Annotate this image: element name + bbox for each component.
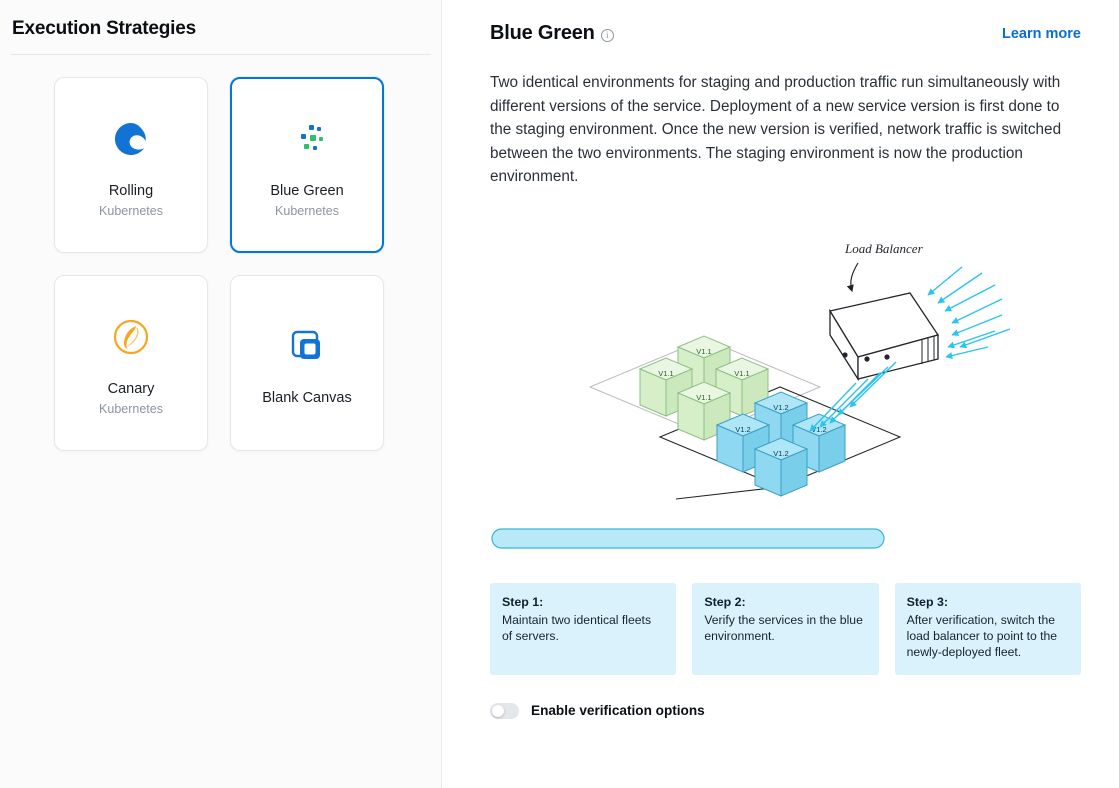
step-title: Step 3: bbox=[906, 594, 948, 609]
card-sublabel: Kubernetes bbox=[275, 203, 339, 218]
panel-header bbox=[0, 0, 441, 54]
detail-header bbox=[490, 22, 1081, 45]
blue-green-diagram bbox=[490, 207, 1090, 575]
card-label: Blue Green bbox=[270, 182, 344, 199]
step-card-2 bbox=[692, 583, 878, 675]
card-label: Blank Canvas bbox=[262, 390, 352, 406]
step-title: Step 1: bbox=[502, 594, 544, 609]
blue-green-icon bbox=[289, 113, 325, 165]
step-text: Maintain two identical fleets of servers. bbox=[502, 612, 652, 643]
blank-canvas-icon bbox=[288, 320, 326, 372]
strategy-detail-panel bbox=[442, 0, 1119, 788]
verification-options-row bbox=[490, 703, 1081, 719]
svg-text:V1.1: V1.1 bbox=[696, 346, 712, 356]
detail-title: Blue Green bbox=[490, 22, 595, 44]
canary-icon bbox=[110, 311, 152, 363]
card-label: Canary bbox=[107, 380, 155, 397]
enable-verification-toggle[interactable] bbox=[490, 703, 519, 719]
svg-text:V1.2: V1.2 bbox=[773, 402, 789, 412]
detail-title-group bbox=[490, 22, 614, 45]
steps-row bbox=[490, 583, 1081, 675]
svg-text:V1.1: V1.1 bbox=[734, 368, 750, 378]
svg-text:V1.1: V1.1 bbox=[658, 368, 674, 378]
learn-more-link[interactable]: Learn more bbox=[1002, 25, 1081, 42]
strategy-card-blank-canvas[interactable] bbox=[230, 275, 384, 451]
card-label: Rolling bbox=[108, 182, 154, 199]
enable-verification-label: Enable verification options bbox=[531, 703, 705, 718]
card-sublabel: Kubernetes bbox=[99, 401, 163, 416]
detail-description: Two identical environments for staging and production traffic run simultaneously with different versions of the service. Deployment of a new service version is first done to the staging environment. Once the new version is verified, network traffic is switched between the two environments. The staging environment is now the production environment. bbox=[490, 74, 1062, 185]
execution-strategies-panel bbox=[0, 0, 442, 788]
card-sublabel: Kubernetes bbox=[99, 203, 163, 218]
page-title: Execution Strategies bbox=[12, 18, 196, 39]
toggle-knob bbox=[492, 705, 504, 717]
step-card-1 bbox=[490, 583, 676, 675]
rolling-icon bbox=[111, 113, 151, 165]
svg-text:V1.2: V1.2 bbox=[735, 424, 751, 434]
step-text: Verify the services in the blue environment. bbox=[704, 612, 863, 643]
step-text: After verification, switch the load balancer to point to the newly-deployed fleet. bbox=[906, 612, 1058, 659]
svg-text:V1.1: V1.1 bbox=[696, 392, 712, 402]
strategy-card-blue-green[interactable] bbox=[230, 77, 384, 253]
strategy-card-canary[interactable] bbox=[54, 275, 208, 451]
strategy-card-rolling[interactable] bbox=[54, 77, 208, 253]
step-title: Step 2: bbox=[704, 594, 746, 609]
step-card-3 bbox=[895, 583, 1081, 675]
info-icon[interactable]: i bbox=[601, 29, 614, 42]
strategy-card-grid bbox=[0, 55, 441, 451]
svg-text:V1.2: V1.2 bbox=[773, 448, 789, 458]
svg-text:Load Balancer: Load Balancer bbox=[845, 240, 923, 256]
svg-text:V1.2: V1.2 bbox=[811, 424, 827, 434]
